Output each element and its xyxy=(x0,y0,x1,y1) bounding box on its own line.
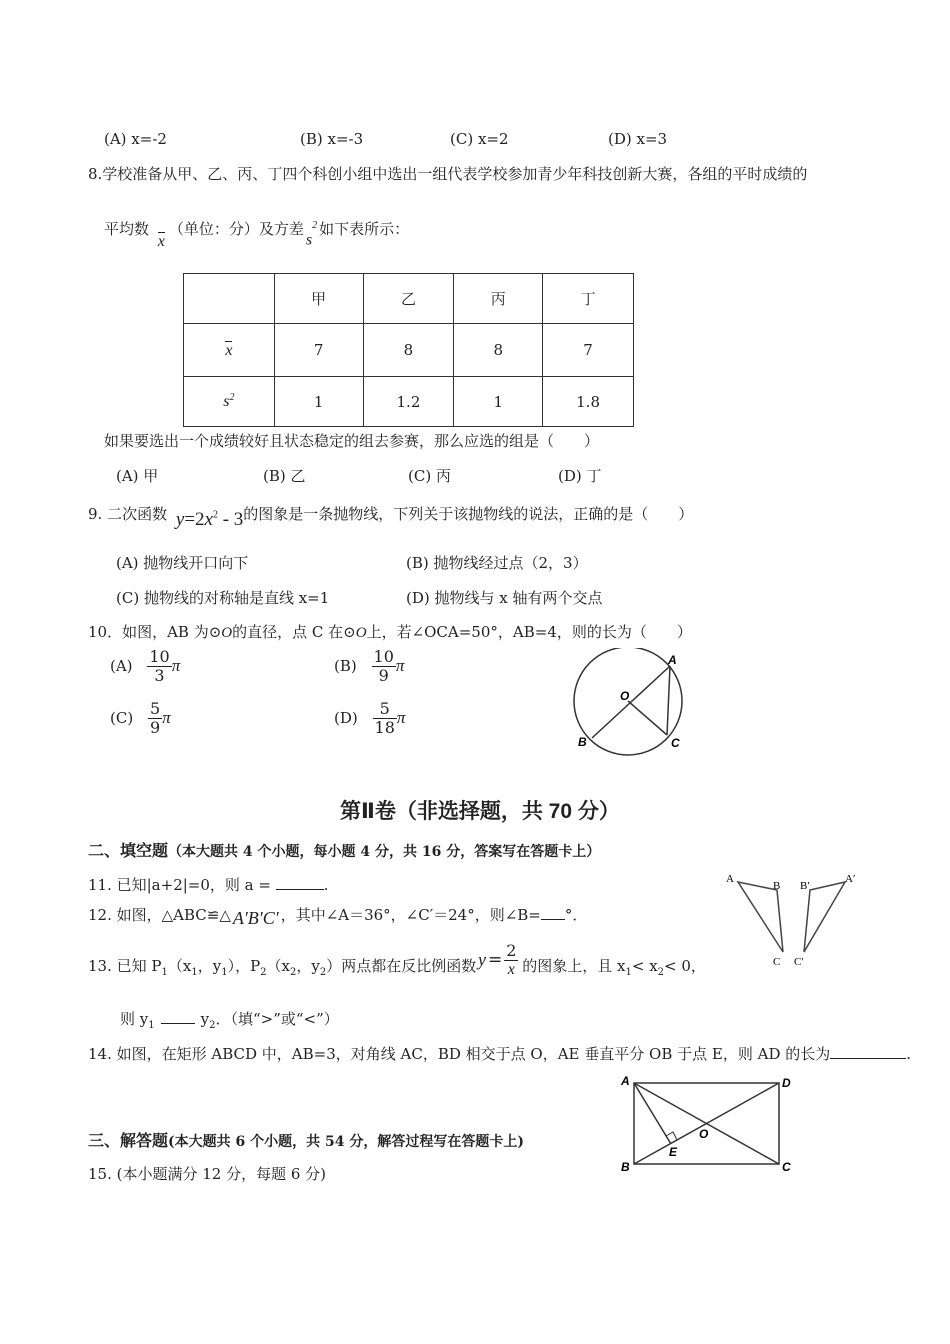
q8-option-a: (A) 甲 xyxy=(116,467,159,485)
label-e: E xyxy=(669,1145,678,1159)
table-cell: 8 xyxy=(454,324,543,377)
segment-ae xyxy=(634,1083,671,1144)
q7-option-a: (A) x=-2 xyxy=(104,130,167,148)
q15-text: 15. (本小题满分 12 分，每题 6 分) xyxy=(88,1165,327,1183)
label-c: C xyxy=(671,736,680,750)
chord-ac xyxy=(667,666,670,735)
label-c: C xyxy=(773,956,781,968)
q10-option-c: (C) $\frac{5}{9}$ π xyxy=(110,699,171,737)
q8-question: 如果要选出一个成绩较好且状态稳定的组去参赛，那么应选的组是（ ） xyxy=(104,432,600,450)
table-cell: 1 xyxy=(274,377,363,427)
label-c-prime: C′ xyxy=(794,956,804,968)
q11-blank xyxy=(276,889,324,890)
radius-oc xyxy=(628,701,667,735)
variance-symbol: $s^2$ xyxy=(305,219,318,248)
variance-row-label: $s^2$ xyxy=(184,377,275,427)
table-header-cell: 丁 xyxy=(543,274,634,324)
label-a: A xyxy=(668,653,677,667)
label-b-prime: B′ xyxy=(800,880,810,892)
circle-figure xyxy=(568,648,698,763)
q10-option-a: (A) $\frac{10}{3}$ π xyxy=(110,647,181,685)
table-cell: 1.2 xyxy=(363,377,454,427)
triangles-figure xyxy=(720,870,870,970)
scores-table xyxy=(183,273,634,427)
q9-option-a: (A) 抛物线开口向下 xyxy=(116,554,249,572)
q7-option-c: (C) x=2 xyxy=(450,130,509,148)
q9-option-d: (D) 抛物线与 x 轴有两个交点 xyxy=(406,589,603,607)
q9-option-b: (B) 抛物线经过点（2，3） xyxy=(406,554,588,572)
mean-row-label: x xyxy=(184,324,275,377)
q10-option-b: (B) $\frac{10}{9}$ π xyxy=(334,647,405,685)
table-cell: 8 xyxy=(363,324,454,377)
table-cell: 1 xyxy=(454,377,543,427)
q12-blank xyxy=(541,919,565,920)
q13-blank xyxy=(161,1023,195,1024)
q13-formula: y = $\frac{2}{x}$ xyxy=(478,941,517,978)
q11-text: 11. 已知|a+2|=0，则 a = . xyxy=(88,876,329,894)
section2-heading: 二、填空题（本大题共 4 个小题，每小题 4 分，共 16 分，答案写在答题卡上） xyxy=(88,843,601,860)
q7-option-b: (B) x=-3 xyxy=(300,130,364,148)
q8-option-d: (D) 丁 xyxy=(558,467,602,485)
label-c: C xyxy=(782,1160,791,1174)
label-a: A xyxy=(726,873,734,885)
label-a-prime: A′ xyxy=(845,873,856,885)
label-a: A xyxy=(621,1074,630,1088)
label-b: B xyxy=(578,735,587,749)
table-cell: 1.8 xyxy=(543,377,634,427)
q13-text-line2: 则 $y_1$ $y_2$．（填“>”或“<”） xyxy=(120,1010,339,1031)
q8-option-c: (C) 丙 xyxy=(408,467,451,485)
q12-text: 12. 如图，△ABC≌△ A′B′C′ ，其中∠A＝36°，∠C′＝24°，则∠B= °． xyxy=(88,906,588,928)
q14-blank xyxy=(830,1058,906,1059)
part2-title: 第Ⅱ卷（非选择题，共 70 分） xyxy=(340,800,620,823)
table-header-cell xyxy=(184,274,275,324)
label-o: O xyxy=(620,689,630,703)
table-header-row xyxy=(184,274,634,324)
mean-symbol: x xyxy=(157,233,165,250)
table-cell: 7 xyxy=(543,324,634,377)
q7-option-d: (D) x=3 xyxy=(608,130,668,148)
table-row-mean xyxy=(184,324,634,377)
q9-text: 9. 二次函数 $y=2x^2 - 3$的图象是一条抛物线，下列关于该抛物线的说法，正确的是（ ） xyxy=(88,505,694,530)
table-header-cell: 乙 xyxy=(363,274,454,324)
table-cell: 7 xyxy=(274,324,363,377)
label-o: O xyxy=(699,1127,709,1141)
q8-text-line1: 8.学校准备从甲、乙、丙、丁四个科创小组中选出一组代表学校参加青少年科技创新大赛，各组的平时成绩的 xyxy=(88,165,808,183)
q9-option-c: (C) 抛物线的对称轴是直线 x=1 xyxy=(116,589,330,607)
q10-text: 10．如图，AB 为⊙O的直径，点 C 在⊙O上，若∠OCA=50°，AB=4，则的长为（ ） xyxy=(88,623,692,641)
q9-formula: $y=2x^2 - 3$ xyxy=(175,509,244,530)
label-b: B xyxy=(621,1160,630,1174)
q8-text-line2: 平均数 x（单位：分）及方差$s^2$ 如下表所示： xyxy=(104,219,410,250)
q8-option-b: (B) 乙 xyxy=(263,467,306,485)
q13-text-line1: 13. 已知 $P_1(x_1$，$y_1$），$P_2(x_2$，$y_2$）两点都在反比例函数 的图象上，且 $x_1< x_2< 0$， xyxy=(88,957,706,978)
q10-option-d: (D) $\frac{5}{18}$ π xyxy=(334,699,406,737)
table-header-cell: 丙 xyxy=(454,274,543,324)
table-row-variance xyxy=(184,377,634,427)
table-header-cell: 甲 xyxy=(274,274,363,324)
triangle-apbpcp xyxy=(804,882,845,952)
triangle-abc xyxy=(738,882,783,952)
section3-heading: 三、解答题(本大题共 6 个小题，共 54 分，解答过程写在答题卡上) xyxy=(88,1133,524,1150)
q14-text: 14. 如图，在矩形 ABCD 中，AB=3，对角线 AC，BD 相交于点 O，AE 垂直平分 OB 于点 E，则 AD 的长为 . xyxy=(88,1045,912,1063)
rectangle-figure xyxy=(616,1072,796,1180)
label-d: D xyxy=(782,1076,791,1090)
label-b: B xyxy=(773,880,781,892)
